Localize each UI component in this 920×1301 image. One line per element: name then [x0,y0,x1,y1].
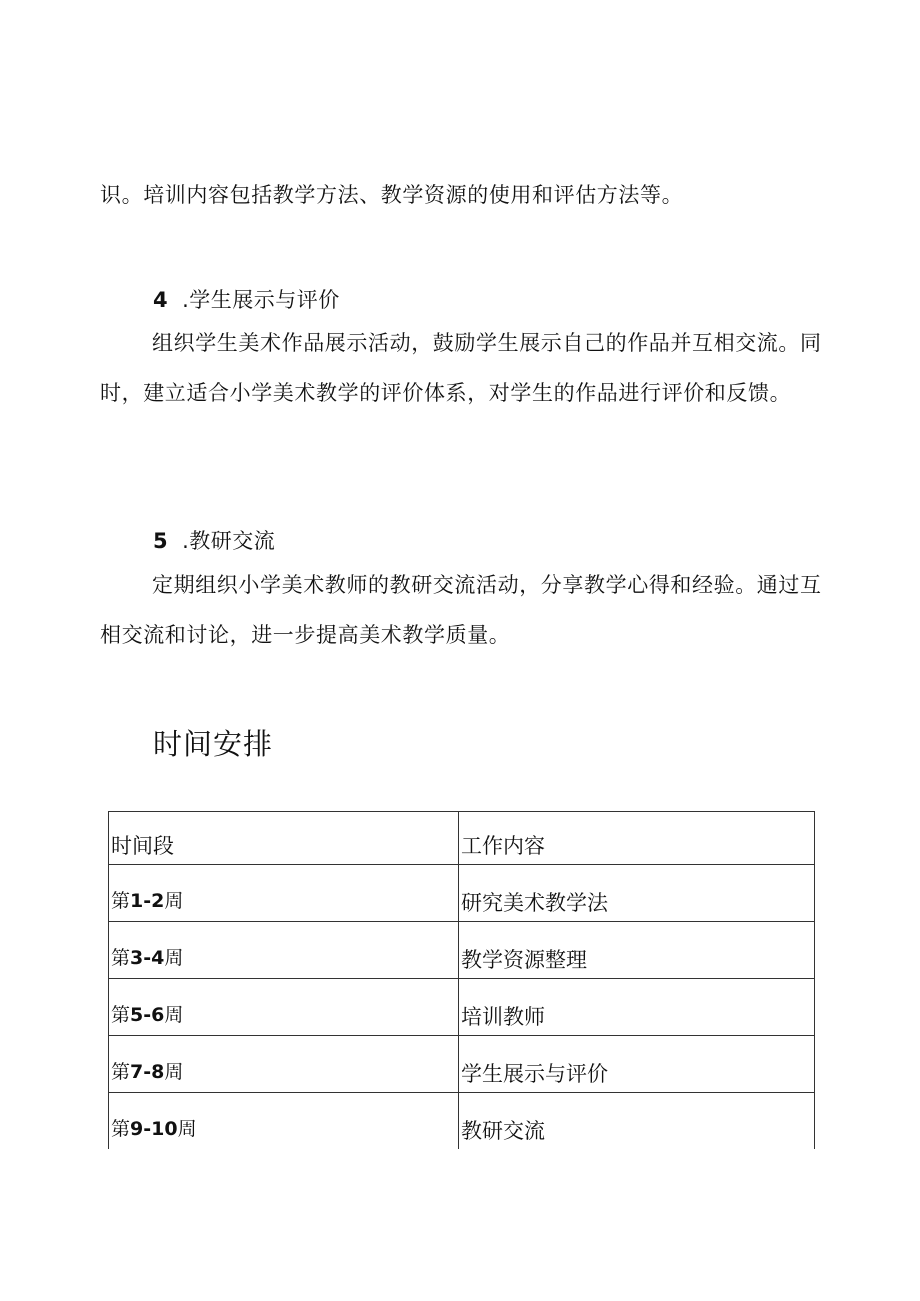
period-cell: 第5-6周 [109,979,459,1036]
period-cell: 第1-2周 [109,865,459,922]
section-5-heading [153,525,275,555]
table-header-row [109,812,815,865]
section-number: 4 [153,288,169,312]
content-cell: 教研交流 [459,1093,815,1150]
table-row [109,865,815,922]
column-header-content: 工作内容 [459,812,815,865]
table-row [109,922,815,979]
schedule-table [108,811,815,1149]
section-number: 5 [153,529,169,553]
section-4-heading [153,284,340,314]
period-cell: 第3-4周 [109,922,459,979]
table-row [109,1093,815,1150]
period-cell: 第9-10周 [109,1093,459,1150]
intro-paragraph-tail: 识。培训内容包括教学方法、教学资源的使用和评估方法等。 [100,183,684,207]
column-header-period: 时间段 [109,812,459,865]
content-cell: 学生展示与评价 [459,1036,815,1093]
content-cell: 培训教师 [459,979,815,1036]
period-cell: 第7-8周 [109,1036,459,1093]
section-title: .教研交流 [182,529,276,553]
content-cell: 教学资源整理 [459,922,815,979]
section-4-paragraph: 组织学生美术作品展示活动，鼓励学生展示自己的作品并互相交流。同时，建立适合小学美术教学的评价体系，对学生的作品进行评价和反馈。 [100,331,822,405]
content-cell: 研究美术教学法 [459,865,815,922]
table-row [109,1036,815,1093]
schedule-title: 时间安排 [153,727,274,761]
section-title: .学生展示与评价 [182,288,340,312]
table-row [109,979,815,1036]
section-5-paragraph: 定期组织小学美术教师的教研交流活动，分享教学心得和经验。通过互相交流和讨论，进一步提高美术教学质量。 [100,573,822,647]
